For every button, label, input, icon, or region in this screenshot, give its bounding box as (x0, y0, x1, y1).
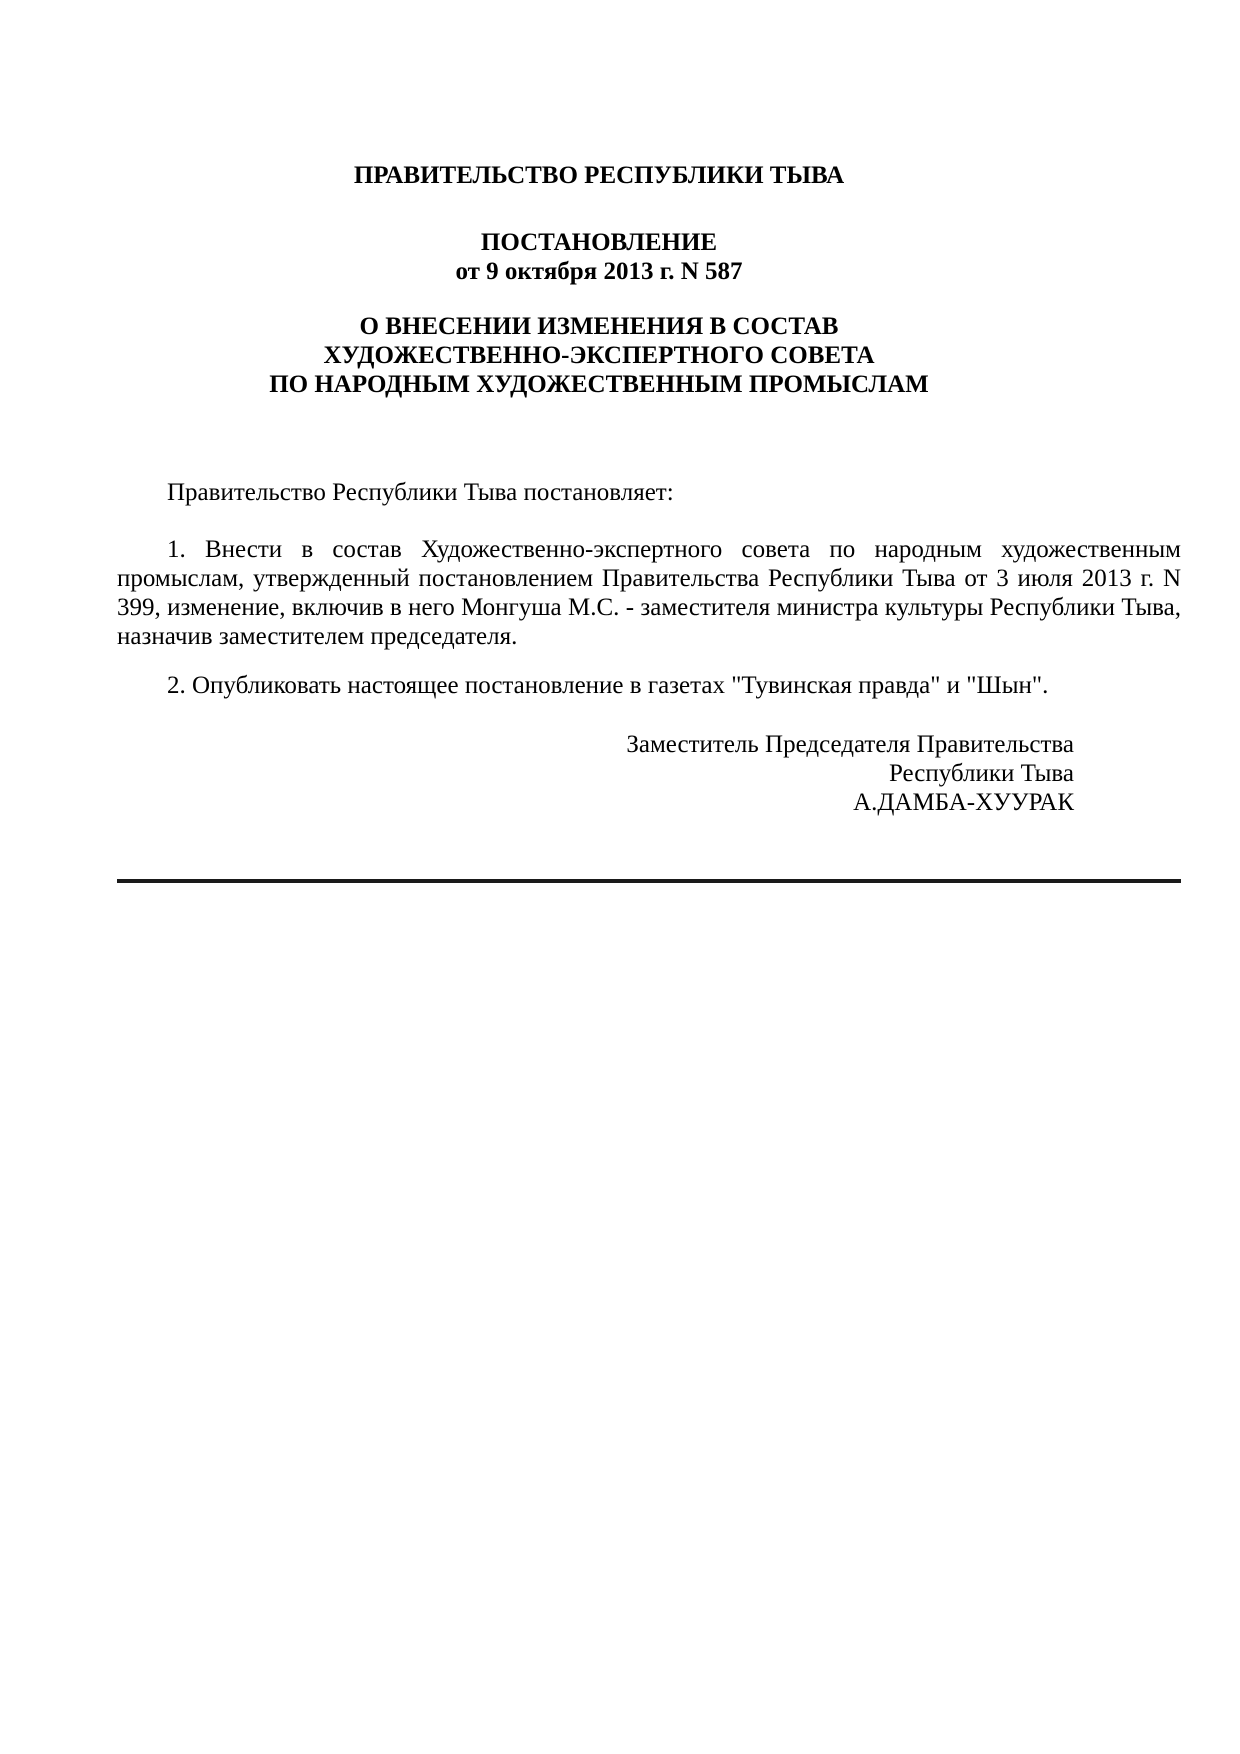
preamble-text: Правительство Республики Тыва постановляет: (167, 479, 674, 506)
organization-name: ПРАВИТЕЛЬСТВО РЕСПУБЛИКИ ТЫВА (353, 162, 845, 189)
signature-name: А.ДАМБА-ХУУРАК (853, 789, 1074, 816)
horizontal-rule (117, 879, 1181, 883)
signature-block (117, 730, 1074, 817)
document-title-line-1: О ВНЕСЕНИИ ИЗМЕНЕНИЯ В СОСТАВ (359, 313, 839, 340)
signature-position-line-2: Республики Тыва (888, 760, 1074, 787)
document-type: ПОСТАНОВЛЕНИЕ (480, 229, 718, 256)
document-title-line-3: ПО НАРОДНЫМ ХУДОЖЕСТВЕННЫМ ПРОМЫСЛАМ (269, 371, 929, 398)
signature-position-line-1: Заместитель Председателя Правительства (626, 731, 1074, 758)
document-title-line-2: ХУДОЖЕСТВЕННО-ЭКСПЕРТНОГО СОВЕТА (323, 342, 875, 369)
document-title (117, 312, 1081, 399)
document-date-number: от 9 октября 2013 г. N 587 (455, 258, 743, 285)
paragraph-1: 1. Внести в состав Художественно-экспертного совета по народным художественным промыслам, утвержденный постановлением Правительства Республики Тыва от 3 июля 2013 г. N 399, изменение, включив в него Монгуша М.С. - заместителя министра культуры Республики Тыва, назначив заместителем председателя. (117, 536, 1181, 650)
paragraph-2: 2. Опубликовать настоящее постановление в газетах "Тувинская правда" и "Шын". (167, 672, 1049, 699)
